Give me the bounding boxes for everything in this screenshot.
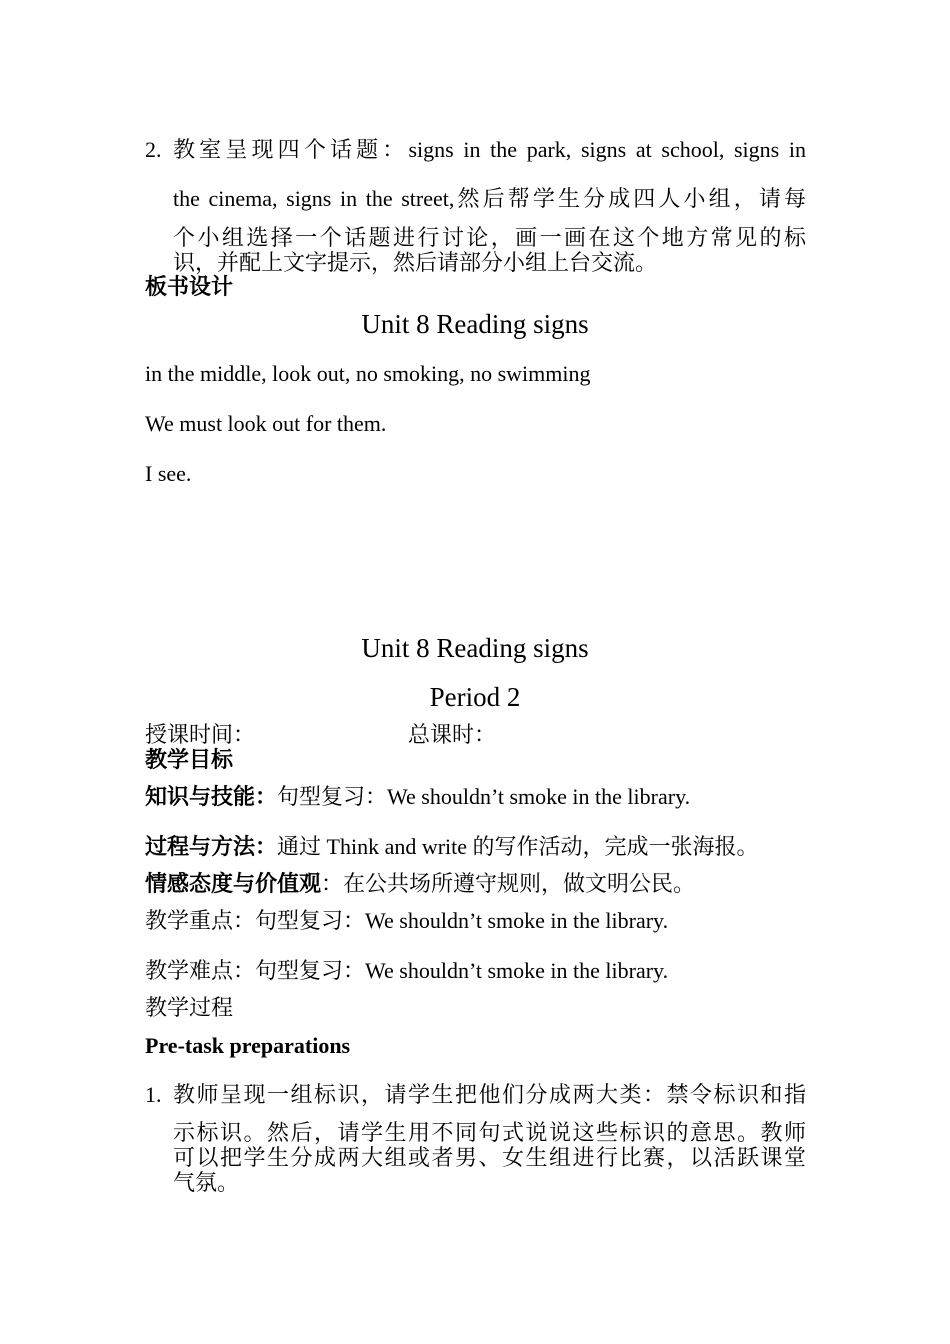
knowledge-objective (145, 784, 690, 810)
total-label: 总课时： (408, 722, 497, 747)
item1-line3: 可以把学生分成两大组或者男、女生组进行比赛，以活跃课堂 (173, 1145, 806, 1170)
item2-line4: 识，并配上文字提示，然后请部分小组上台交流。 (173, 250, 658, 275)
board-heading: 板书设计 (145, 274, 234, 299)
knowledge-text: 句型复习：We shouldn’t smoke in the library. (277, 784, 691, 809)
process-heading: 教学过程 (145, 995, 234, 1020)
item1-line4: 气氛。 (173, 1170, 240, 1195)
time-label: 授课时间： (145, 722, 256, 747)
difficult-point: 教学难点：句型复习：We shouldn’t smoke in the library. (145, 958, 669, 983)
board-line-phrases: in the middle, look out, no smoking, no swimming (145, 361, 591, 386)
process-text: 通过 Think and write 的写作活动，完成一张海报。 (277, 834, 759, 859)
list-number: 1. (145, 1082, 162, 1107)
emotion-label: 情感态度与价值观 (145, 871, 322, 896)
pretask-heading: Pre-task preparations (145, 1033, 351, 1058)
process-objective (145, 834, 759, 860)
list-number: 2. (145, 137, 162, 162)
emotion-text: ：在公共场所遵守规则，做文明公民。 (321, 871, 696, 896)
item2-line2: the cinema, signs in the street,然后帮学生分成四人小组，请每 (173, 186, 806, 211)
board-line-response: I see. (145, 461, 192, 486)
process-label: 过程与方法： (145, 834, 278, 859)
item1-line2: 示标识。然后，请学生用不同句式说说这些标识的意思。教师 (173, 1120, 806, 1145)
page-title: Unit 8 Reading signs (361, 633, 589, 663)
knowledge-label: 知识与技能： (145, 784, 278, 809)
item2-line3: 个小组选择一个话题进行讨论，画一画在这个地方常见的标 (173, 225, 806, 250)
emotion-objective (145, 871, 695, 897)
objectives-heading: 教学目标 (145, 747, 234, 772)
key-point: 教学重点：句型复习：We shouldn’t smoke in the library. (145, 908, 669, 933)
item1-line1: 教师呈现一组标识，请学生把他们分成两大类：禁令标识和指 (173, 1082, 806, 1107)
board-title: Unit 8 Reading signs (361, 309, 589, 339)
item2-line1: 教室呈现四个话题：signs in the park, signs at school, signs in (173, 137, 806, 162)
page-subtitle: Period 2 (429, 682, 521, 712)
board-line-sentence: We must look out for them. (145, 411, 387, 436)
